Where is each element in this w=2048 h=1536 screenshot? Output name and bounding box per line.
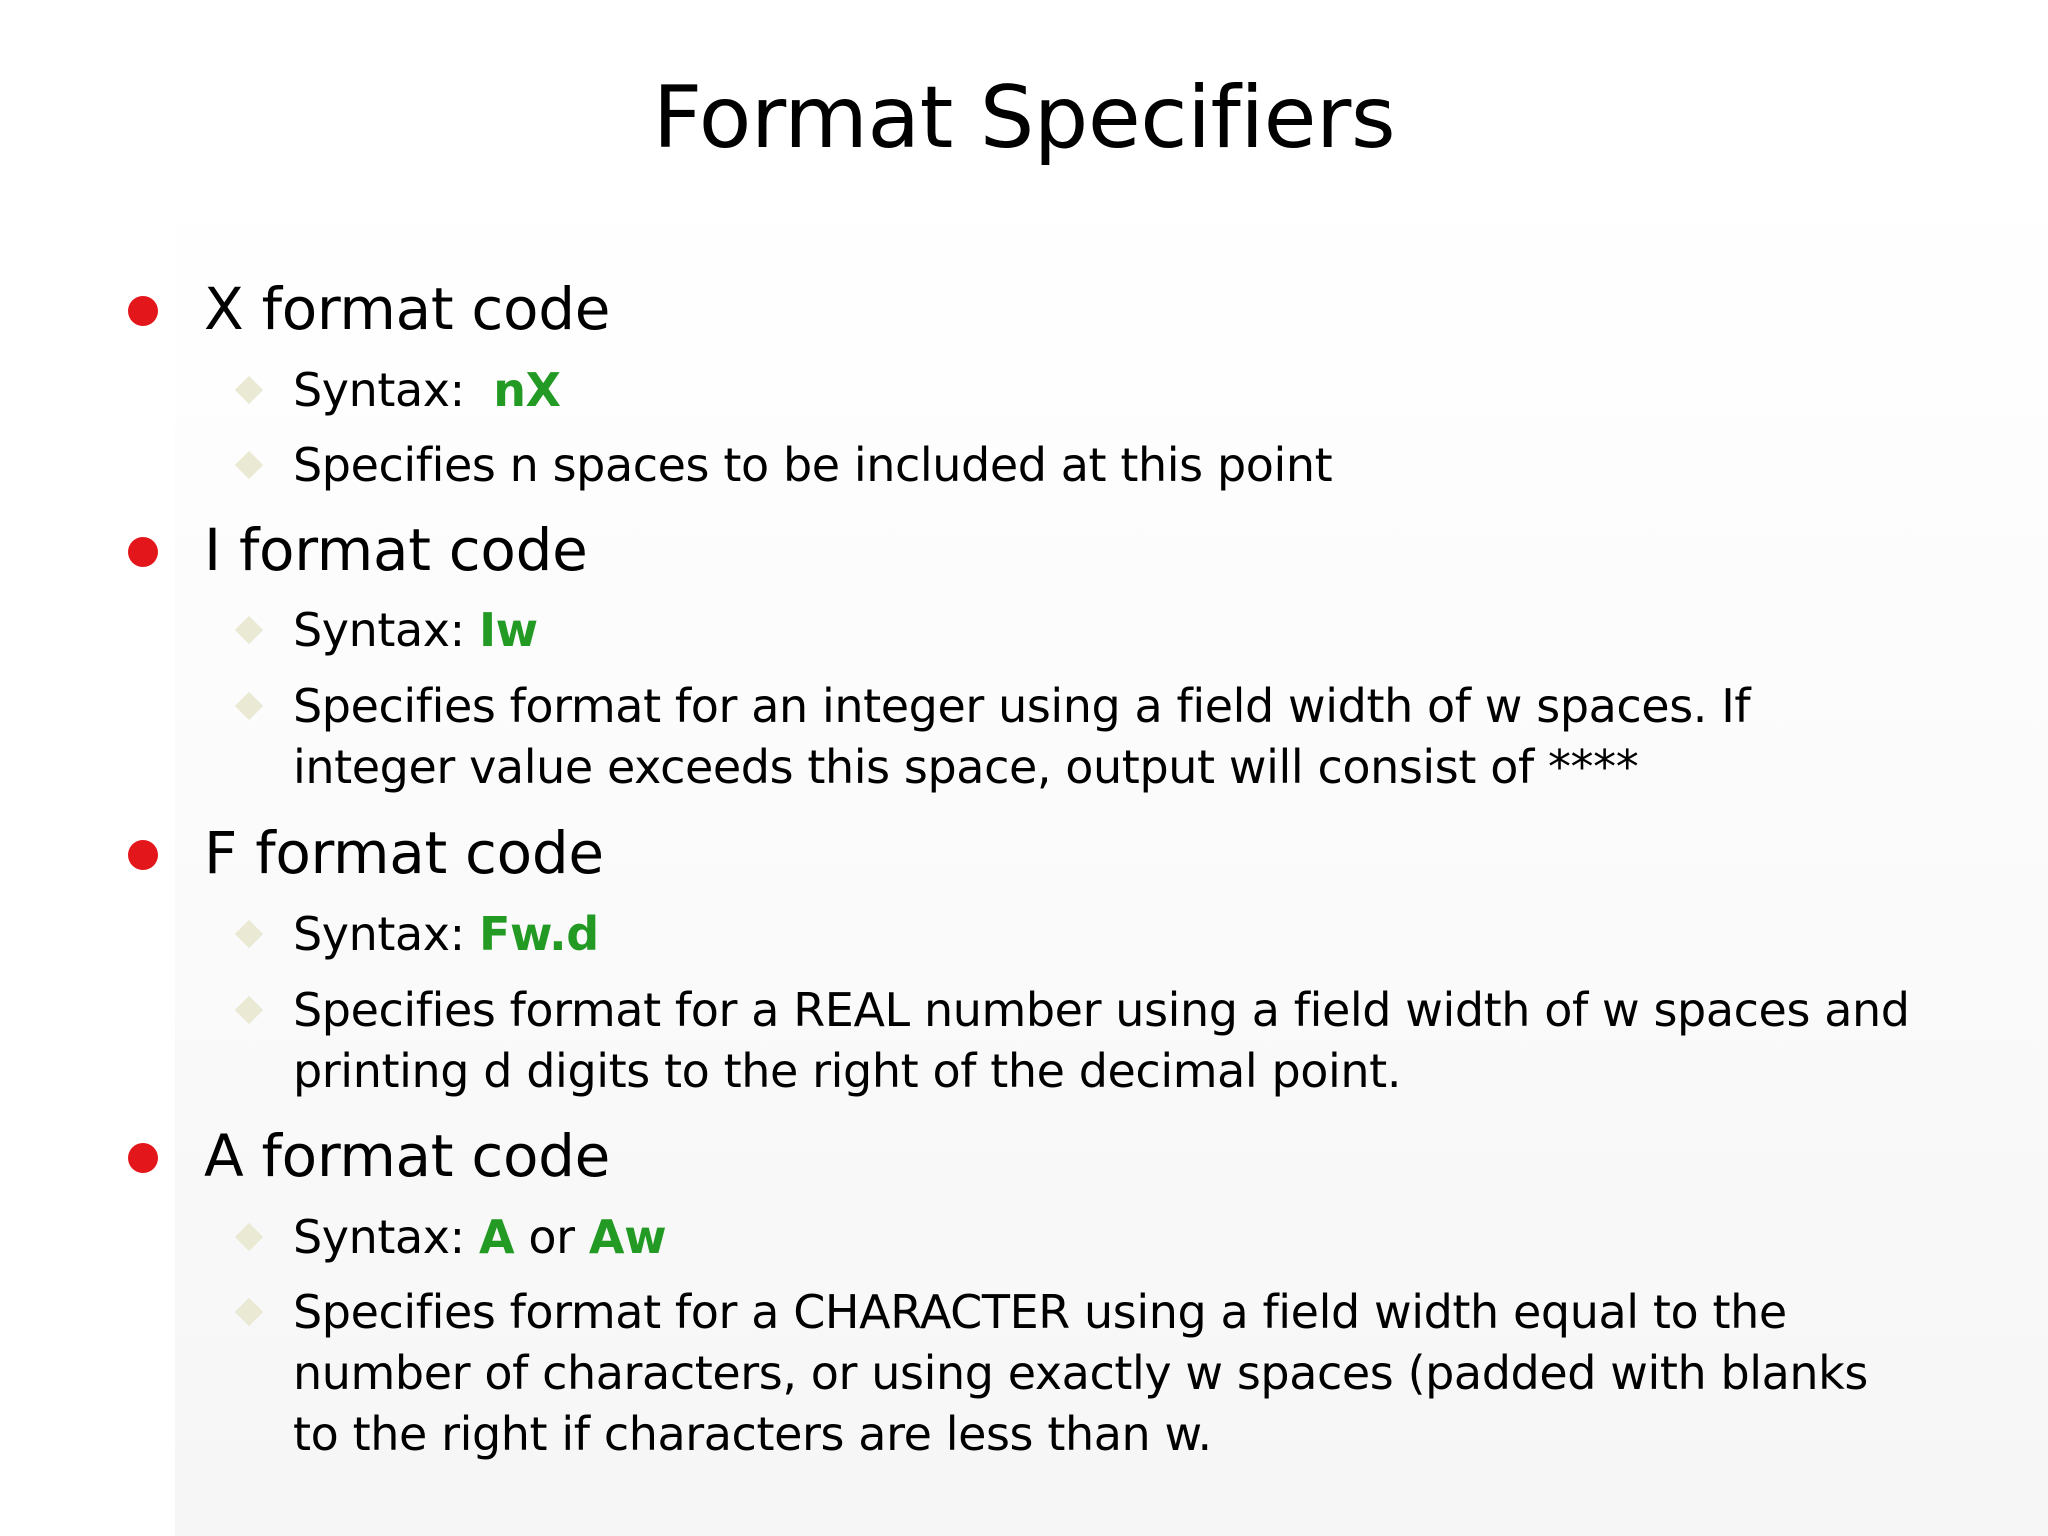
syntax-code: nX xyxy=(493,363,561,417)
syntax-label: Syntax: xyxy=(293,907,465,961)
diamond-bullet-icon xyxy=(235,920,263,948)
bullet-heading: X format code xyxy=(204,275,611,343)
syntax-line xyxy=(293,1207,1913,1268)
syntax-label: Syntax: xyxy=(293,1210,465,1264)
syntax-code: A xyxy=(478,1210,515,1264)
syntax-code: Iw xyxy=(478,603,538,657)
description-text: Specifies format for a REAL number using a field width of w spaces and printing d digits to the right of the decimal point. xyxy=(293,983,1910,1098)
diamond-bullet-icon xyxy=(235,616,263,644)
description-text: Specifies n spaces to be included at this point xyxy=(293,438,1333,492)
diamond-bullet-icon xyxy=(235,1298,263,1326)
syntax-line xyxy=(293,600,1913,661)
bullet-dot-icon xyxy=(128,537,158,567)
diamond-bullet-icon xyxy=(235,1223,263,1251)
bullet-dot-icon xyxy=(128,1143,158,1173)
syntax-line xyxy=(293,360,1913,421)
bullet-heading: A format code xyxy=(204,1122,611,1190)
syntax-code-alt: Aw xyxy=(588,1210,667,1264)
syntax-label: Syntax: xyxy=(293,603,465,657)
bullet-heading: I format code xyxy=(204,516,588,584)
syntax-label: Syntax: xyxy=(293,363,465,417)
bullet-heading: F format code xyxy=(204,819,604,887)
syntax-code: Fw.d xyxy=(478,907,599,961)
diamond-bullet-icon xyxy=(235,451,263,479)
bullet-dot-icon xyxy=(128,840,158,870)
diamond-bullet-icon xyxy=(235,692,263,720)
description-text: Specifies format for a CHARACTER using a field width equal to the number of characters, or using exactly w spaces (padded with blanks to the right if characters are less than w. xyxy=(293,1285,1868,1461)
bullet-dot-icon xyxy=(128,296,158,326)
diamond-bullet-icon xyxy=(235,996,263,1024)
syntax-joiner: or xyxy=(528,1210,575,1264)
diamond-bullet-icon xyxy=(235,376,263,404)
slide-title: Format Specifiers xyxy=(652,68,1396,168)
syntax-line xyxy=(293,904,1913,965)
description-text: Specifies format for an integer using a field width of w spaces. If integer value exceeds this space, output will consist of **** xyxy=(293,679,1751,794)
